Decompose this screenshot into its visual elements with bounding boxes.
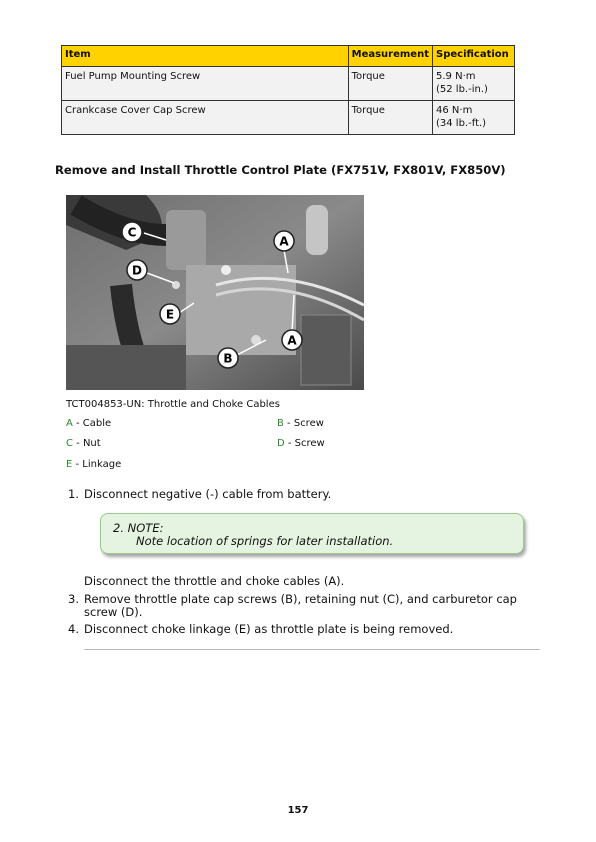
cell-specification: 46 N·m (34 lb.-ft.) — [433, 101, 515, 135]
specification-table — [61, 45, 515, 135]
section-title: Remove and Install Throttle Control Plate (FX751V, FX801V, FX850V) — [55, 163, 506, 177]
callout-b — [218, 348, 238, 368]
figure-caption: TCT004853-UN: Throttle and Choke Cables — [66, 399, 280, 410]
cell-item: Fuel Pump Mounting Screw — [62, 67, 349, 101]
svg-text:C: C — [127, 225, 137, 240]
divider — [84, 649, 540, 650]
legend-item: E - Linkage — [66, 459, 122, 470]
legend-item: C - Nut — [66, 438, 101, 449]
cell-specification: 5.9 N·m (52 lb.-in.) — [433, 67, 515, 101]
table-row — [62, 101, 515, 135]
legend-item: B - Screw — [277, 418, 324, 429]
note-text: Note location of springs for later installation. — [136, 534, 394, 548]
callout-a-bottom — [282, 330, 302, 350]
svg-text:A: A — [279, 234, 289, 249]
callout-e — [160, 304, 180, 324]
callout-d — [127, 260, 147, 280]
cell-measurement: Torque — [348, 101, 432, 135]
step-2-continued: Disconnect the throttle and choke cables (A). — [84, 574, 345, 588]
step-4: 4. Disconnect choke linkage (E) as throttle plate is being removed. — [68, 622, 454, 636]
legend-item: D - Screw — [277, 438, 325, 449]
step-1: 1. Disconnect negative (-) cable from battery. — [68, 487, 332, 501]
note-box — [100, 513, 524, 554]
table-row — [62, 67, 515, 101]
callout-c — [122, 222, 142, 242]
engine-photo — [66, 195, 364, 390]
step-3: 3. Remove throttle plate cap screws (B), retaining nut (C), and carburetor cap screw (D). — [68, 592, 517, 619]
svg-text:B: B — [223, 351, 233, 366]
table-header-row — [62, 46, 515, 67]
header-specification: Specification — [433, 46, 515, 67]
note-label: NOTE: — [127, 521, 164, 535]
callout-a-top — [274, 231, 294, 251]
cell-measurement: Torque — [348, 67, 432, 101]
svg-text:D: D — [132, 263, 142, 278]
note-step-number: 2. — [113, 521, 124, 535]
legend-item: A - Cable — [66, 418, 112, 429]
svg-text:E: E — [165, 307, 175, 322]
header-item: Item — [62, 46, 349, 67]
header-measurement: Measurement — [348, 46, 432, 67]
cell-item: Crankcase Cover Cap Screw — [62, 101, 349, 135]
page-number: 157 — [287, 805, 309, 816]
svg-text:A: A — [287, 333, 297, 348]
